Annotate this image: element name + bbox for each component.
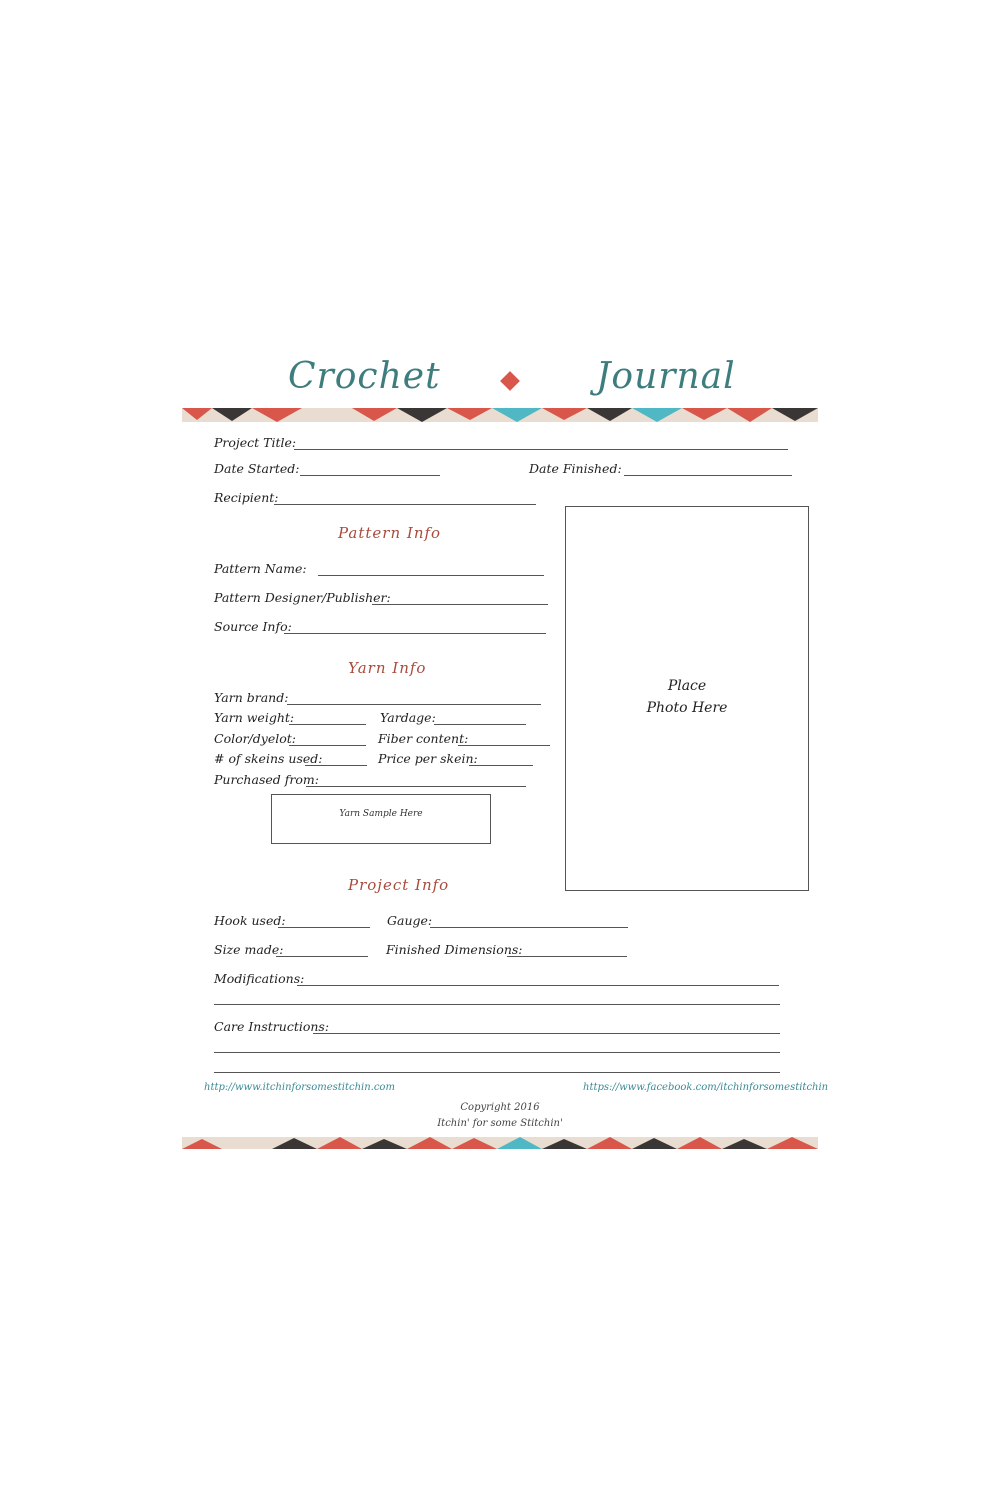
title-journal: Journal — [596, 356, 736, 397]
skeins-used-line[interactable] — [305, 765, 367, 766]
size-made-label: Size made: — [214, 942, 284, 957]
project-title-label: Project Title: — [214, 435, 297, 450]
top-triangle-band — [182, 408, 818, 422]
photo-box[interactable] — [565, 506, 809, 891]
hook-used-line[interactable] — [278, 927, 370, 928]
pattern-info-heading: Pattern Info — [338, 524, 442, 542]
copyright-text: Copyright 2016 — [460, 1102, 540, 1113]
source-info-label: Source Info: — [214, 619, 292, 634]
photo-placeholder-line2: Photo Here — [646, 700, 728, 716]
fiber-content-line[interactable] — [458, 745, 550, 746]
pattern-designer-line[interactable] — [372, 604, 548, 605]
fiber-content-label: Fiber content: — [378, 731, 469, 746]
title-crochet: Crochet — [288, 356, 441, 397]
yarn-info-heading: Yarn Info — [348, 659, 427, 677]
bottom-triangle-band — [182, 1136, 818, 1150]
care-instructions-label: Care Instructions: — [214, 1019, 330, 1034]
modifications-line[interactable] — [297, 985, 779, 986]
website-link[interactable]: http://www.itchinforsomestitchin.com — [204, 1082, 395, 1093]
project-info-heading: Project Info — [348, 876, 450, 894]
finished-dimensions-label: Finished Dimensions: — [386, 942, 523, 957]
pattern-designer-label: Pattern Designer/Publisher: — [214, 590, 391, 605]
yarn-weight-line[interactable] — [289, 724, 366, 725]
pattern-name-label: Pattern Name: — [214, 561, 307, 576]
care-instructions-line-3[interactable] — [214, 1072, 780, 1073]
yarn-sample-box[interactable] — [271, 794, 491, 844]
yarn-weight-label: Yarn weight: — [214, 710, 295, 725]
date-started-label: Date Started: — [214, 461, 300, 476]
facebook-link[interactable]: https://www.facebook.com/itchinforsomestitchin — [583, 1082, 829, 1093]
color-dyelot-line[interactable] — [289, 745, 366, 746]
price-per-skein-label: Price per skein: — [378, 751, 478, 766]
hook-used-label: Hook used: — [214, 913, 286, 928]
brand-text: Itchin' for some Stitchin' — [437, 1118, 563, 1129]
finished-dimensions-line[interactable] — [507, 956, 627, 957]
modifications-line-2[interactable] — [214, 1004, 780, 1005]
project-title-line[interactable] — [294, 449, 788, 450]
modifications-label: Modifications: — [214, 971, 305, 986]
gauge-line[interactable] — [430, 927, 628, 928]
recipient-line[interactable] — [274, 504, 536, 505]
journal-page — [170, 348, 830, 1150]
size-made-line[interactable] — [276, 956, 368, 957]
photo-placeholder-line1: Place — [667, 678, 707, 694]
price-per-skein-line[interactable] — [469, 765, 533, 766]
yarn-brand-line[interactable] — [287, 704, 541, 705]
purchased-from-line[interactable] — [306, 786, 526, 787]
yarn-sample-label: Yarn Sample Here — [339, 809, 423, 819]
diamond-ornament-icon — [500, 371, 520, 391]
color-dyelot-label: Color/dyelot: — [214, 731, 297, 746]
pattern-name-line[interactable] — [318, 575, 544, 576]
yardage-label: Yardage: — [380, 710, 436, 725]
yardage-line[interactable] — [434, 724, 526, 725]
gauge-label: Gauge: — [387, 913, 433, 928]
date-finished-line[interactable] — [624, 475, 792, 476]
purchased-from-label: Purchased from: — [214, 772, 319, 787]
recipient-label: Recipient: — [214, 490, 279, 505]
date-started-line[interactable] — [300, 475, 440, 476]
care-instructions-line-2[interactable] — [214, 1052, 780, 1053]
skeins-used-label: # of skeins used: — [214, 751, 323, 766]
source-info-line[interactable] — [284, 633, 546, 634]
yarn-brand-label: Yarn brand: — [214, 690, 289, 705]
date-finished-label: Date Finished: — [529, 461, 622, 476]
care-instructions-line[interactable] — [313, 1033, 780, 1034]
